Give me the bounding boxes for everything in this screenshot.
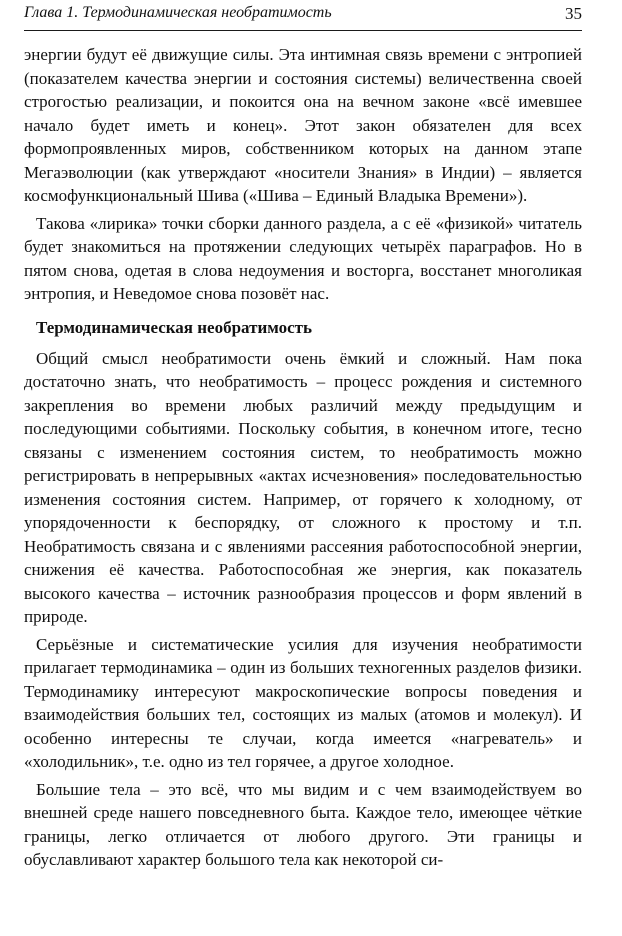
page-number: 35 (565, 4, 582, 23)
page-body (24, 43, 582, 872)
chapter-title: Глава 1. Термодинамическая необратимость (24, 4, 332, 21)
paragraph-large-bodies: Большие тела – это всё, что мы видим и с чем взаимодействуем во внешней среде нашего повседневного быта. Каждое тело, имеющее чёткие границы, легко отличается от любого другого. Эти границы и обуславливают характер большого тела как некоторой си- (24, 779, 582, 869)
paragraph-continuation: энергии будут её движущие силы. Эта интимная связь времени с энтропией (показателем качества энергии и состояния системы) величественна своей строгостью реализации, и покоится она на вечном законе «всё имевшее начало будет иметь и конец». Этот закон обязателен для всех формопроявленных миров, собственником которых на данном этапе Мегаэволюции (как утверждают «носители Знания» в Индии) – является космофункциональный Шива («Шива – Единый Владыка Времени»). (24, 45, 582, 205)
paragraph-thermodynamics: Серьёзные и систематические усилия для изучения необратимости прилагает термодинамика – один из больших техногенных разделов физики. Термодинамику интересуют макроскопические вопросы поведения и взаимодействия больших тел, состоящих из малых (атомов и молекул). И особенно интересны те случаи, когда имеется «нагреватель» и «холодильник», т.е. одно из тел горячее, а другое холодное. (24, 634, 582, 771)
section-heading: Термодинамическая необратимость (36, 317, 312, 337)
running-header (24, 0, 582, 31)
paragraph-lyrics: Такова «лирика» точки сборки данного раздела, а с её «физикой» читатель будет знакомиться на протяжении следующих четырёх параграфов. Но в пятом снова, одетая в слова недоумения и восторга, восстанет многоликая энтропия, и Неведомое снова позовёт нас. (24, 213, 582, 303)
paragraph-irreversibility-meaning: Общий смысл необратимости очень ёмкий и сложный. Нам пока достаточно знать, что необратимость – процесс рождения и системного закрепления во времени любых различий между предыдущим и последующими событиями. Поскольку события, в конечном итоге, тесно связаны с изменением состояния систем, то необратимость можно регистрировать в непрерывных «актах исчезновения» последовательностью изменения состояния систем. Например, от горячего к холодному, от упорядоченности к беспорядку, от сложного к простому и т.п. Необратимость связана и с явлениями рассеяния работоспособной энергии, снижения её качества. Работоспособная же энергия, как показатель высокого качества – источник разнообразия процессов и форм явлений в природе. (24, 348, 582, 626)
